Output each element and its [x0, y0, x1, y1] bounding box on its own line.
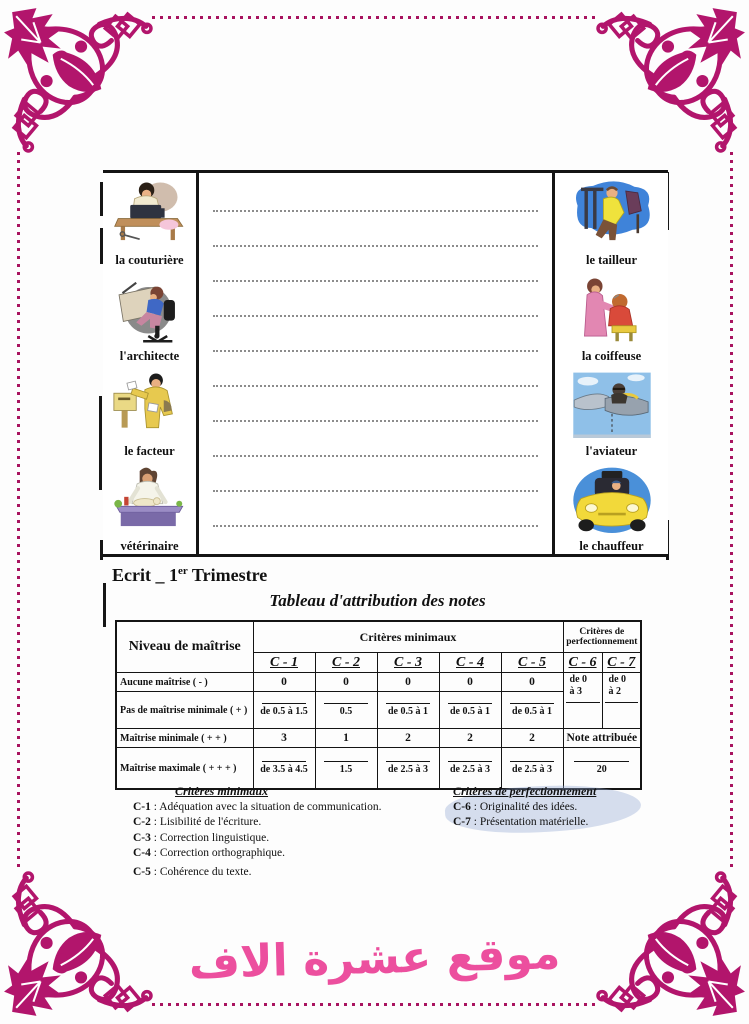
criteria-minimaux-list [133, 784, 463, 880]
table-row [116, 748, 641, 790]
criteria-item: C-6 : Originalité des idées. [453, 800, 578, 813]
profession-cell [555, 268, 668, 363]
row-label: Maîtrise minimale ( + + ) [116, 729, 253, 748]
table-row [116, 729, 641, 748]
writing-line [213, 247, 538, 282]
score-cell: de 0.5 à 1 [501, 692, 563, 729]
profession-cell [103, 459, 196, 554]
score-cell: de 2.5 à 3 [377, 748, 439, 790]
writing-line [213, 457, 538, 492]
corner-ornament-icon [2, 2, 154, 154]
criteria-item: C-4 : Correction orthographique. [133, 847, 286, 859]
section-heading: Ecrit _ 1er Trimestre [112, 565, 268, 585]
profession-cell [103, 268, 196, 363]
profession-label: la couturière [115, 253, 184, 268]
col-header: C - 6 [563, 653, 602, 673]
aviator-illustration [569, 370, 655, 444]
score-cell: 1 [315, 729, 377, 748]
scan-mark [103, 583, 106, 627]
score-cell: de 0.5 à 1 [377, 692, 439, 729]
score-cell: 1.5 [315, 748, 377, 790]
score-cell: 2 [439, 729, 501, 748]
perf-range-c7: de 0 à 2 [602, 673, 641, 729]
dotted-border-bottom [152, 1003, 597, 1006]
note-max-cell: 20 [563, 748, 641, 790]
score-cell: 0 [253, 673, 315, 692]
profession-label: vétérinaire [120, 539, 179, 553]
profession-cell [555, 459, 668, 554]
criteria-perfectionnement-heading: Critères de perfectionnement [453, 784, 597, 798]
profession-label: l'aviateur [585, 443, 638, 458]
profession-cell [103, 364, 196, 459]
score-cell: 2 [377, 729, 439, 748]
score-cell: 0 [315, 673, 377, 692]
tailor-illustration [569, 179, 655, 253]
writing-line [213, 282, 538, 317]
writing-line [213, 352, 538, 387]
score-cell: 0.5 [315, 692, 377, 729]
architect-illustration [107, 275, 193, 349]
col-header: C - 1 [253, 653, 315, 673]
professions-right-column [555, 173, 668, 554]
row-label: Aucune maîtrise ( - ) [116, 673, 253, 692]
col-header: C - 3 [377, 653, 439, 673]
score-cell: de 0.5 à 1 [439, 692, 501, 729]
profession-cell [103, 173, 196, 268]
score-cell: 0 [439, 673, 501, 692]
row-label: Maîtrise maximale ( + + + ) [116, 748, 253, 790]
col-header: C - 7 [602, 653, 641, 673]
col-header: C - 2 [315, 653, 377, 673]
writing-line [213, 212, 538, 247]
profession-label: le chauffeur [579, 539, 644, 553]
seamstress-illustration [107, 179, 193, 253]
row-label: Pas de maîtrise minimale ( + ) [116, 692, 253, 729]
note-attribuee-label: Note attribuée [563, 729, 641, 748]
corner-ornament-icon [595, 2, 747, 154]
professions-left-column [103, 173, 196, 554]
col-header: C - 4 [439, 653, 501, 673]
dotted-border-left [17, 152, 20, 872]
table-row [116, 692, 641, 729]
criteria-perfectionnement-list [453, 784, 653, 831]
criteria-item: C-3 : Correction linguistique. [133, 831, 270, 844]
writing-line [213, 317, 538, 352]
group-header-min: Critères minimaux [253, 621, 563, 653]
level-header: Niveau de maîtrise [116, 621, 253, 673]
score-cell: 3 [253, 729, 315, 748]
profession-label: le tailleur [585, 253, 638, 268]
profession-cell [555, 364, 668, 459]
dotted-border-top [152, 16, 597, 19]
writing-line [213, 387, 538, 422]
writing-line [213, 422, 538, 457]
criteria-item: C-2 : Lisibilité de l'écriture. [133, 816, 262, 828]
table-row [116, 673, 641, 692]
criteria-item: C-1 : Adéquation avec la situation de communication. [133, 800, 382, 813]
score-cell: de 0.5 à 1.5 [253, 692, 315, 729]
score-cell: 2 [501, 729, 563, 748]
profession-label: la coiffeuse [581, 348, 642, 363]
driver-illustration [569, 465, 655, 539]
notes-table-title: Tableau d'attribution des notes [269, 591, 486, 610]
postman-illustration [107, 370, 193, 444]
veterinarian-illustration [107, 465, 193, 539]
site-name-arabic-text: موقع عشرة الاف [188, 928, 561, 989]
dotted-border-right [730, 152, 733, 872]
criteria-minimaux-heading: Critères minimaux [175, 784, 269, 798]
col-header: C - 5 [501, 653, 563, 673]
scan-mark [99, 396, 102, 490]
score-cell: 0 [377, 673, 439, 692]
profession-label: le facteur [124, 443, 175, 458]
profession-matching-table [103, 170, 668, 557]
notes-attribution-table [115, 620, 642, 790]
profession-cell [555, 173, 668, 268]
score-cell: de 2.5 à 3 [501, 748, 563, 790]
perf-range-c6: de 0 à 3 [563, 673, 602, 729]
writing-line [213, 177, 538, 212]
criteria-item: C-5 : Cohérence du texte. [133, 865, 252, 878]
criteria-item: C-7 : Présentation matérielle. [453, 816, 589, 828]
score-cell: de 3.5 à 4.5 [253, 748, 315, 790]
hairdresser-illustration [569, 275, 655, 349]
profession-label: l'architecte [119, 348, 180, 363]
group-header-perf: Critères de perfectionnement [563, 621, 641, 653]
score-cell: de 2.5 à 3 [439, 748, 501, 790]
writing-panel [196, 170, 555, 557]
writing-line [213, 492, 538, 527]
score-cell: 0 [501, 673, 563, 692]
